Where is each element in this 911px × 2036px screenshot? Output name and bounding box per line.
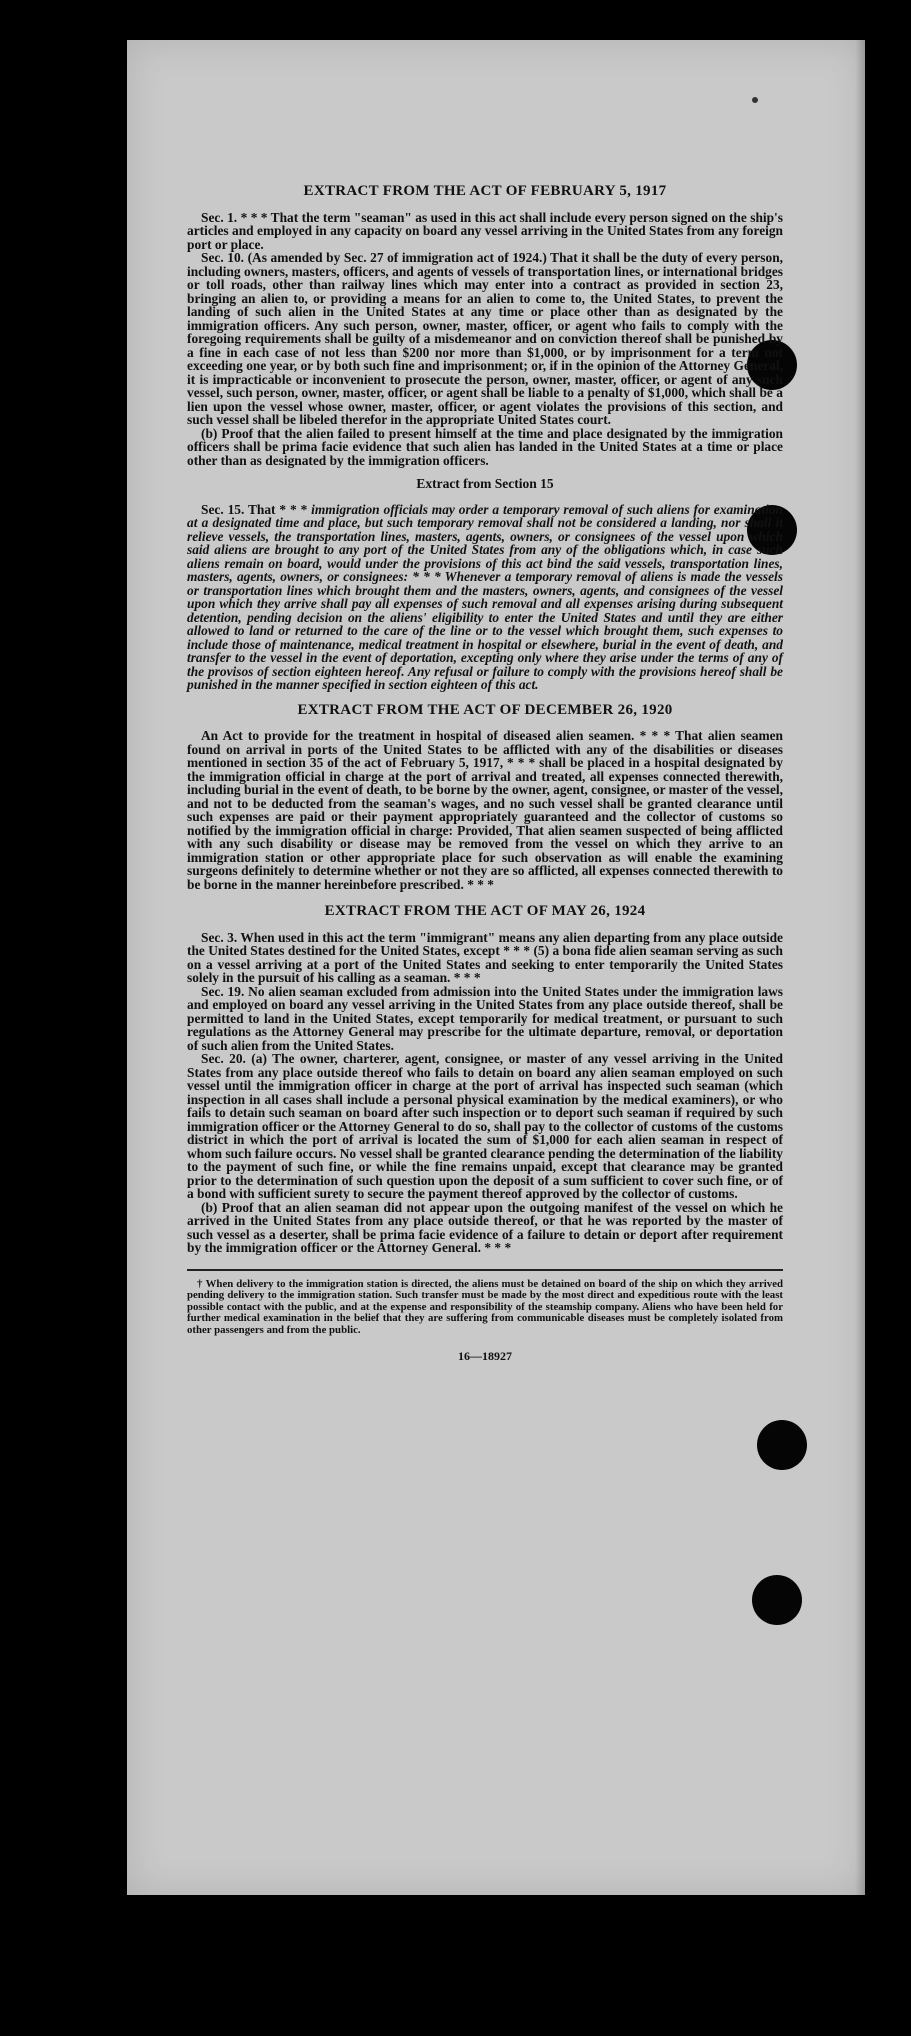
heading-act-1924: EXTRACT FROM THE ACT OF MAY 26, 1924 — [324, 903, 646, 919]
heading-act-1917: EXTRACT FROM THE ACT OF FEBRUARY 5, 1917 — [303, 183, 667, 199]
heading-act-1920: EXTRACT FROM THE ACT OF DECEMBER 26, 1920 — [297, 701, 673, 718]
paragraph-sec20b: (b) Proof that an alien seaman did not appear upon the outgoing manifest of the vessel on which he arrived in the United States from any place outside thereof, or that he was reported by the master of such vessel as a deserter, shall be prima facie evidence of a failure to detain or deport after requirement by the immigration officer or the Attorney General. * * * — [187, 1199, 783, 1255]
paragraph-sec1: Sec. 1. * * * That the term "seaman" as used in this act shall include every person signed on the ship's articles and employed in any capacity on board any vessel arriving in the United States from any foreign port or place. — [187, 209, 783, 252]
form-number: 16—18927 — [458, 1349, 512, 1364]
document-page — [127, 40, 865, 1895]
punch-hole-4 — [752, 1575, 802, 1625]
paragraph-sec10: Sec. 10. (As amended by Sec. 27 of immigration act of 1924.) That it shall be the duty of every person, including owners, masters, officers, and agents of vessels of transportation lines, or international bridges or toll roads, other than railway lines which may enter into a contract as provided in section 23, bringing an alien to, or providing a means for an alien to come to, the United States, to prevent the landing of such alien in the United States at any time or place other than as designated by the immigration officers. Any such person, owner, master, officer, or agent who fails to comply with the foregoing requirements shall be guilty of a misdemeanor and on conviction thereof shall be punished by a fine in each case of not less than $200 nor more than $1,000, or by imprisonment for a term not exceeding one year, or by both such fine and imprisonment; or, if in the opinion of the Attorney General, it is impracticable or inconvenient to prosecute the person, owner, master, officer, or agent of any such vessel, such person, owner, master, officer, or agent shall be liable to a penalty of $1,000, which shall be a lien upon the vessel whose owner, master, officer, or agent violates the provisions of this section, and such vessel shall be libeled therefor in the appropriate United States court. — [187, 250, 783, 427]
sec15-intro: Sec. 15. That * * * — [201, 501, 312, 517]
paragraph-sec3: Sec. 3. When used in this act the term "immigrant" means any alien departing from any place outside the United States destined for the United States, except * * * (5) a bona fide alien seaman serving as such on a vessel arriving at a port of the United States and seeking to enter temporarily the United States solely in the pursuit of his calling as a seaman. * * * — [187, 929, 783, 985]
punch-hole-3 — [757, 1420, 807, 1470]
page-edge-shadow — [855, 40, 865, 1895]
footnote-divider — [187, 1269, 783, 1271]
paragraph-act-1920: An Act to provide for the treatment in hospital of diseased alien seamen. * * * That alien seamen found on arrival in ports of the United States to be afflicted with any of the disabilities or diseases mentioned in section 35 of the act of February 5, 1917, * * * shall be placed in a hospital designated by the immigration official in charge at the port of arrival and treated, all expenses connected therewith, including burial in the event of death, to be borne by the owner, agent, consignee, or master of the vessel, and not to be deducted from the seaman's wages, and no such vessel shall be granted clearance until such expenses are paid or their payment appropriately guaranteed and the collector of customs so notified by the immigration official in charge: Provided, That alien seamen suspected of being afflicted with any such disability or disease may be removed from the vessel on which they arrive to an immigration station or other appropriate place for such observation as will enable the examining surgeons definitely to determine whether or not they are so afflicted, all expenses connected therewith to be borne in the manner hereinbefore prescribed. * * * — [187, 728, 783, 892]
sec15-body: immigration officials may order a temporary removal of such aliens for examination at a designated time and place, but such temporary removal shall not be considered a landing, nor shall it relieve vessels, the transportation lines, masters, agents, owners, or consignees of the vessel upon which said aliens are brought to any port of the United States from any of the obligations which, in case such aliens remain on board, would under the provisions of this act bind the said vessels, transportation lines, masters, agents, owners, or consignees: * * * Whenever a temporary removal of aliens is made the vessels or transportation lines which brought them and the masters, owners, agents, and consignees of the vessel upon which they arrive shall pay all expenses of such removal and all expenses arising during subsequent detention, pending decision on the aliens' eligibility to enter the United States and until they are either allowed to land or returned to the care of the line or to the vessel which brought them, such expenses to include those of maintenance, medical treatment in hospital or elsewhere, burial in the event of death, and transfer to the vessel in the event of deportation, excepting only where they arise under the terms of any of the provisos of section eighteen hereof. Any refusal or failure to comply with the provisions hereof shall be punished in the manner specified in section eighteen of this act. — [187, 501, 784, 692]
paragraph-sec20a: Sec. 20. (a) The owner, charterer, agent, consignee, or master of any vessel arriving in the United States from any place outside thereof who fails to detain on board any alien seaman employed on such vessel until the immigration officer in charge at the port of arrival has inspected such seaman (which inspection in all cases shall include a personal physical examination by the medical examiners), or who fails to detain such seaman on board after such inspection or to deport such seaman if required by such immigration officer or the Attorney General to do so, shall pay to the collector of customs of the customs district in which the port of arrival is located the sum of $1,000 for each alien seaman in respect of whom such failure occurs. No vessel shall be granted clearance pending the determination of the liability to the payment of such fine, or while the fine remains unpaid, except that clearance may be granted prior to the determination of such question upon the deposit of a sum sufficient to cover such fine, or of a bond with sufficient surety to secure the payment thereof approved by the collector of customs. — [187, 1051, 783, 1201]
paragraph-sec19: Sec. 19. No alien seaman excluded from admission into the United States under the immigration laws and employed on board any vessel arriving in the United States from any place outside thereof, shall be permitted to land in the United States, except temporarily for medical treatment, or pursuant to such regulations as the Attorney General may prescribe for the ultimate departure, removal, or deportation of such alien from the United States. — [187, 983, 783, 1053]
paragraph-sec15 — [187, 503, 783, 692]
footnote: † When delivery to the immigration station is directed, the aliens must be detained on board of the ship on which they arrived pending delivery to the immigration station. Such transfer must be made by the most direct and expeditious route with the least possible contact with the public, and at the expense and responsibility of the steamship company. Aliens who have been held for further medical examination in the belief that they are suffering from communicable diseases must be completely isolated from other passengers and from the public. — [187, 1277, 783, 1336]
document-body — [187, 185, 783, 1364]
ink-speck — [752, 97, 758, 103]
paragraph-sec10b: (b) Proof that the alien failed to present himself at the time and place designated by the immigration officers shall be prima facie evidence that such alien has landed in the United States at a time or place other than as designated by the immigration officers. — [187, 425, 783, 468]
heading-section-15: Extract from Section 15 — [416, 476, 554, 491]
